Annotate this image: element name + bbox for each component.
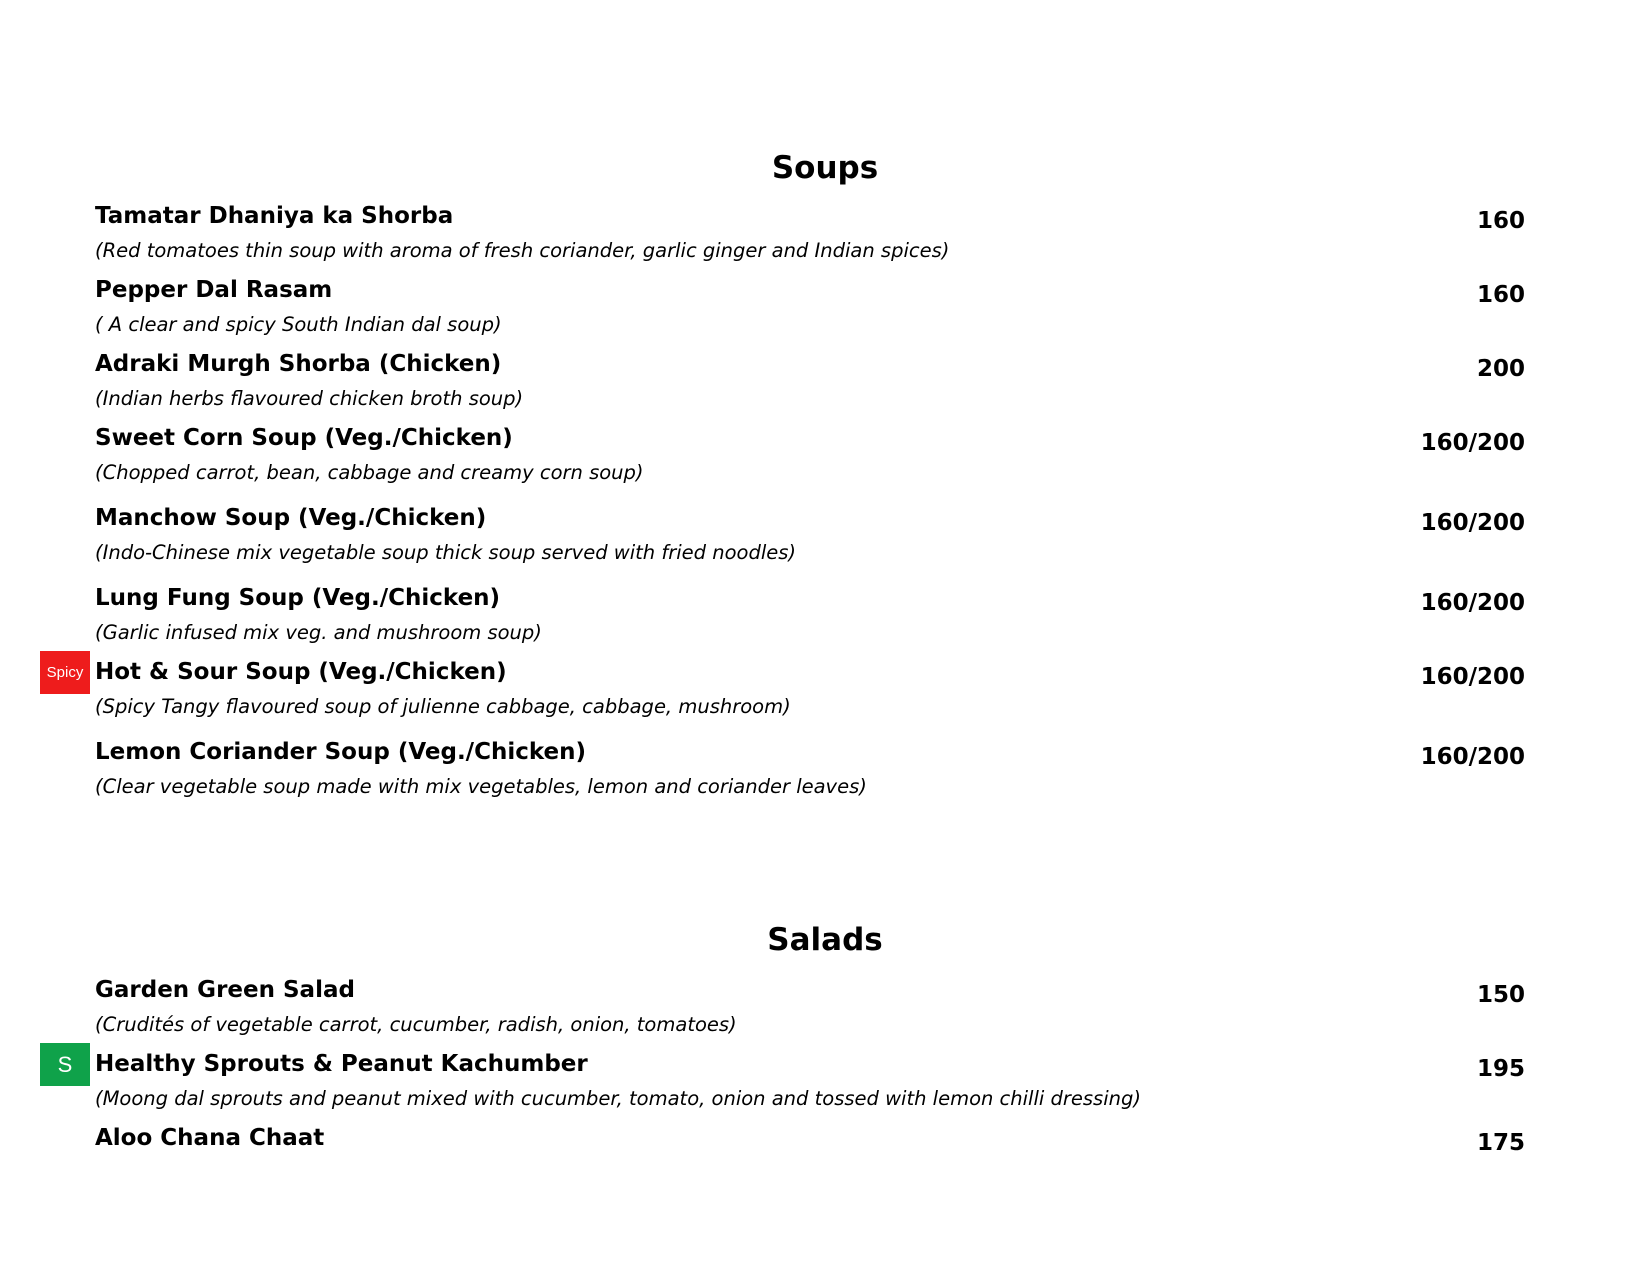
- menu-item-name: Lung Fung Soup (Veg./Chicken): [95, 585, 501, 611]
- menu-item-price: 160/200: [1420, 664, 1525, 690]
- menu-item-price: 160/200: [1420, 590, 1525, 616]
- menu-item-description: (Indian herbs flavoured chicken broth soup): [95, 387, 524, 410]
- menu-item-price: 160/200: [1420, 510, 1525, 536]
- menu-item-name: Lemon Coriander Soup (Veg./Chicken): [95, 739, 587, 765]
- menu-item-name: Tamatar Dhaniya ka Shorba: [95, 203, 454, 229]
- s-badge: S: [40, 1043, 90, 1086]
- menu-item-price: 150: [1476, 982, 1525, 1008]
- menu-item-name: Healthy Sprouts & Peanut Kachumber: [95, 1051, 588, 1077]
- menu-item-name: Pepper Dal Rasam: [95, 277, 333, 303]
- menu-item-price: 160/200: [1420, 744, 1525, 770]
- menu-item-name: Hot & Sour Soup (Veg./Chicken): [95, 659, 507, 685]
- salads-section-title: Salads: [767, 922, 883, 958]
- menu-item-price: 160/200: [1420, 430, 1525, 456]
- menu-item-description: (Chopped carrot, bean, cabbage and creamy corn soup): [95, 461, 644, 484]
- spicy-badge: Spicy: [40, 651, 90, 694]
- menu-item-name: Sweet Corn Soup (Veg./Chicken): [95, 425, 513, 451]
- menu-item-price: 175: [1476, 1130, 1525, 1156]
- menu-item-price: 160: [1476, 282, 1525, 308]
- menu-item-description: (Spicy Tangy flavoured soup of julienne cabbage, cabbage, mushroom): [95, 695, 791, 718]
- menu-item-description: (Crudités of vegetable carrot, cucumber, radish, onion, tomatoes): [95, 1013, 737, 1036]
- menu-item-price: 200: [1476, 356, 1525, 382]
- menu-item-price: 160: [1476, 208, 1525, 234]
- menu-item-name: Aloo Chana Chaat: [95, 1125, 325, 1151]
- menu-item-description: ( A clear and spicy South Indian dal soup): [95, 313, 502, 336]
- soups-section-title: Soups: [771, 150, 879, 186]
- menu-item-description: (Moong dal sprouts and peanut mixed with cucumber, tomato, onion and tossed with lemon chilli dressing): [95, 1087, 1141, 1110]
- menu-item-name: Garden Green Salad: [95, 977, 355, 1003]
- menu-item-description: (Garlic infused mix veg. and mushroom soup): [95, 621, 542, 644]
- menu-item-name: Adraki Murgh Shorba (Chicken): [95, 351, 502, 377]
- menu-item-description: (Indo-Chinese mix vegetable soup thick soup served with fried noodles): [95, 541, 797, 564]
- menu-item-description: (Red tomatoes thin soup with aroma of fresh coriander, garlic ginger and Indian spices): [95, 239, 950, 262]
- menu-item-price: 195: [1476, 1056, 1525, 1082]
- menu-item-description: (Clear vegetable soup made with mix vegetables, lemon and coriander leaves): [95, 775, 867, 798]
- menu-item-name: Manchow Soup (Veg./Chicken): [95, 505, 487, 531]
